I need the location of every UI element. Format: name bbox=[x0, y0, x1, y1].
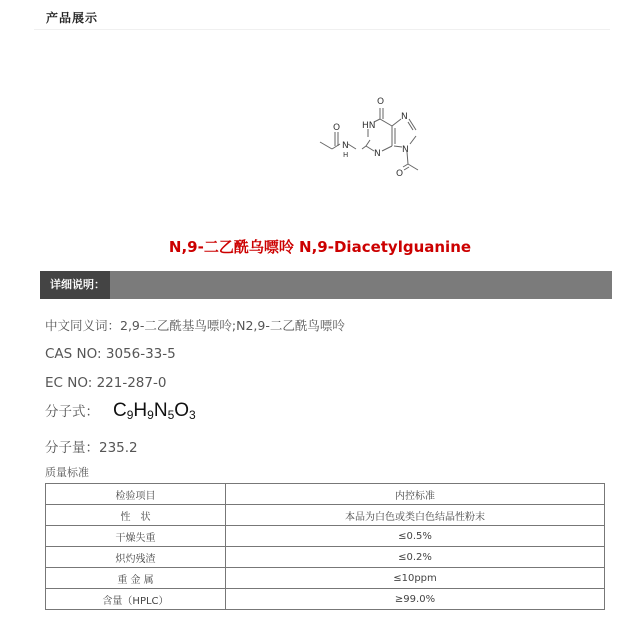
atom-n-right: N bbox=[401, 112, 408, 122]
atom-n9: N bbox=[402, 145, 409, 155]
atom-o-bottom: O bbox=[396, 169, 404, 179]
test-item: 性 状 bbox=[46, 505, 226, 526]
header-standard: 内控标准 bbox=[226, 484, 605, 505]
standard-value: ≤10ppm bbox=[226, 568, 605, 589]
molecular-formula-line bbox=[45, 400, 196, 422]
details-tab[interactable]: 详细说明： bbox=[40, 271, 110, 299]
test-item: 含量（HPLC） bbox=[46, 589, 226, 610]
formula-label: 分子式： bbox=[45, 404, 99, 420]
ec-number: EC NO: 221-287-0 bbox=[45, 375, 167, 391]
section-divider bbox=[34, 29, 610, 30]
atom-h-left: H bbox=[343, 151, 349, 159]
test-item: 干燥失重 bbox=[46, 526, 226, 547]
standard-value: ≤0.2% bbox=[226, 547, 605, 568]
atom-n-left: N bbox=[342, 141, 349, 151]
standard-value: 本品为白色或类白色结晶性粉末 bbox=[226, 505, 605, 526]
standard-value: ≤0.5% bbox=[226, 526, 605, 547]
section-header bbox=[0, 0, 640, 30]
header-test-item: 检验项目 bbox=[46, 484, 226, 505]
molecular-structure bbox=[314, 86, 438, 186]
atom-hn: HN bbox=[362, 121, 376, 131]
atom-o-top: O bbox=[377, 97, 385, 107]
synonyms-line: 中文同义词：2,9-二乙酰基鸟嘌呤;N2,9-二乙酰鸟嘌呤 bbox=[45, 318, 345, 333]
cas-number: CAS NO: 3056-33-5 bbox=[45, 346, 176, 362]
test-item: 重 金 属 bbox=[46, 568, 226, 589]
atom-o-left: O bbox=[333, 123, 341, 133]
table-row bbox=[46, 505, 605, 526]
quality-standard-table bbox=[45, 483, 605, 610]
table-row bbox=[46, 589, 605, 610]
test-item: 炽灼残渣 bbox=[46, 547, 226, 568]
table-row bbox=[46, 526, 605, 547]
table-row bbox=[46, 568, 605, 589]
table-header-row bbox=[46, 484, 605, 505]
details-bar bbox=[40, 271, 612, 299]
molecular-weight: 分子量：235.2 bbox=[45, 440, 138, 456]
standard-value: ≥99.0% bbox=[226, 589, 605, 610]
quality-standard-label: 质量标准 bbox=[45, 466, 89, 479]
atom-n-bottom: N bbox=[374, 149, 381, 159]
table-row bbox=[46, 547, 605, 568]
molecular-formula: $C_9H_9N_5O_3$ bbox=[113, 400, 196, 422]
product-title: N,9-二乙酰乌嘌呤 N,9-Diacetylguanine bbox=[168, 238, 472, 256]
section-title: 产品展示 bbox=[46, 11, 99, 25]
